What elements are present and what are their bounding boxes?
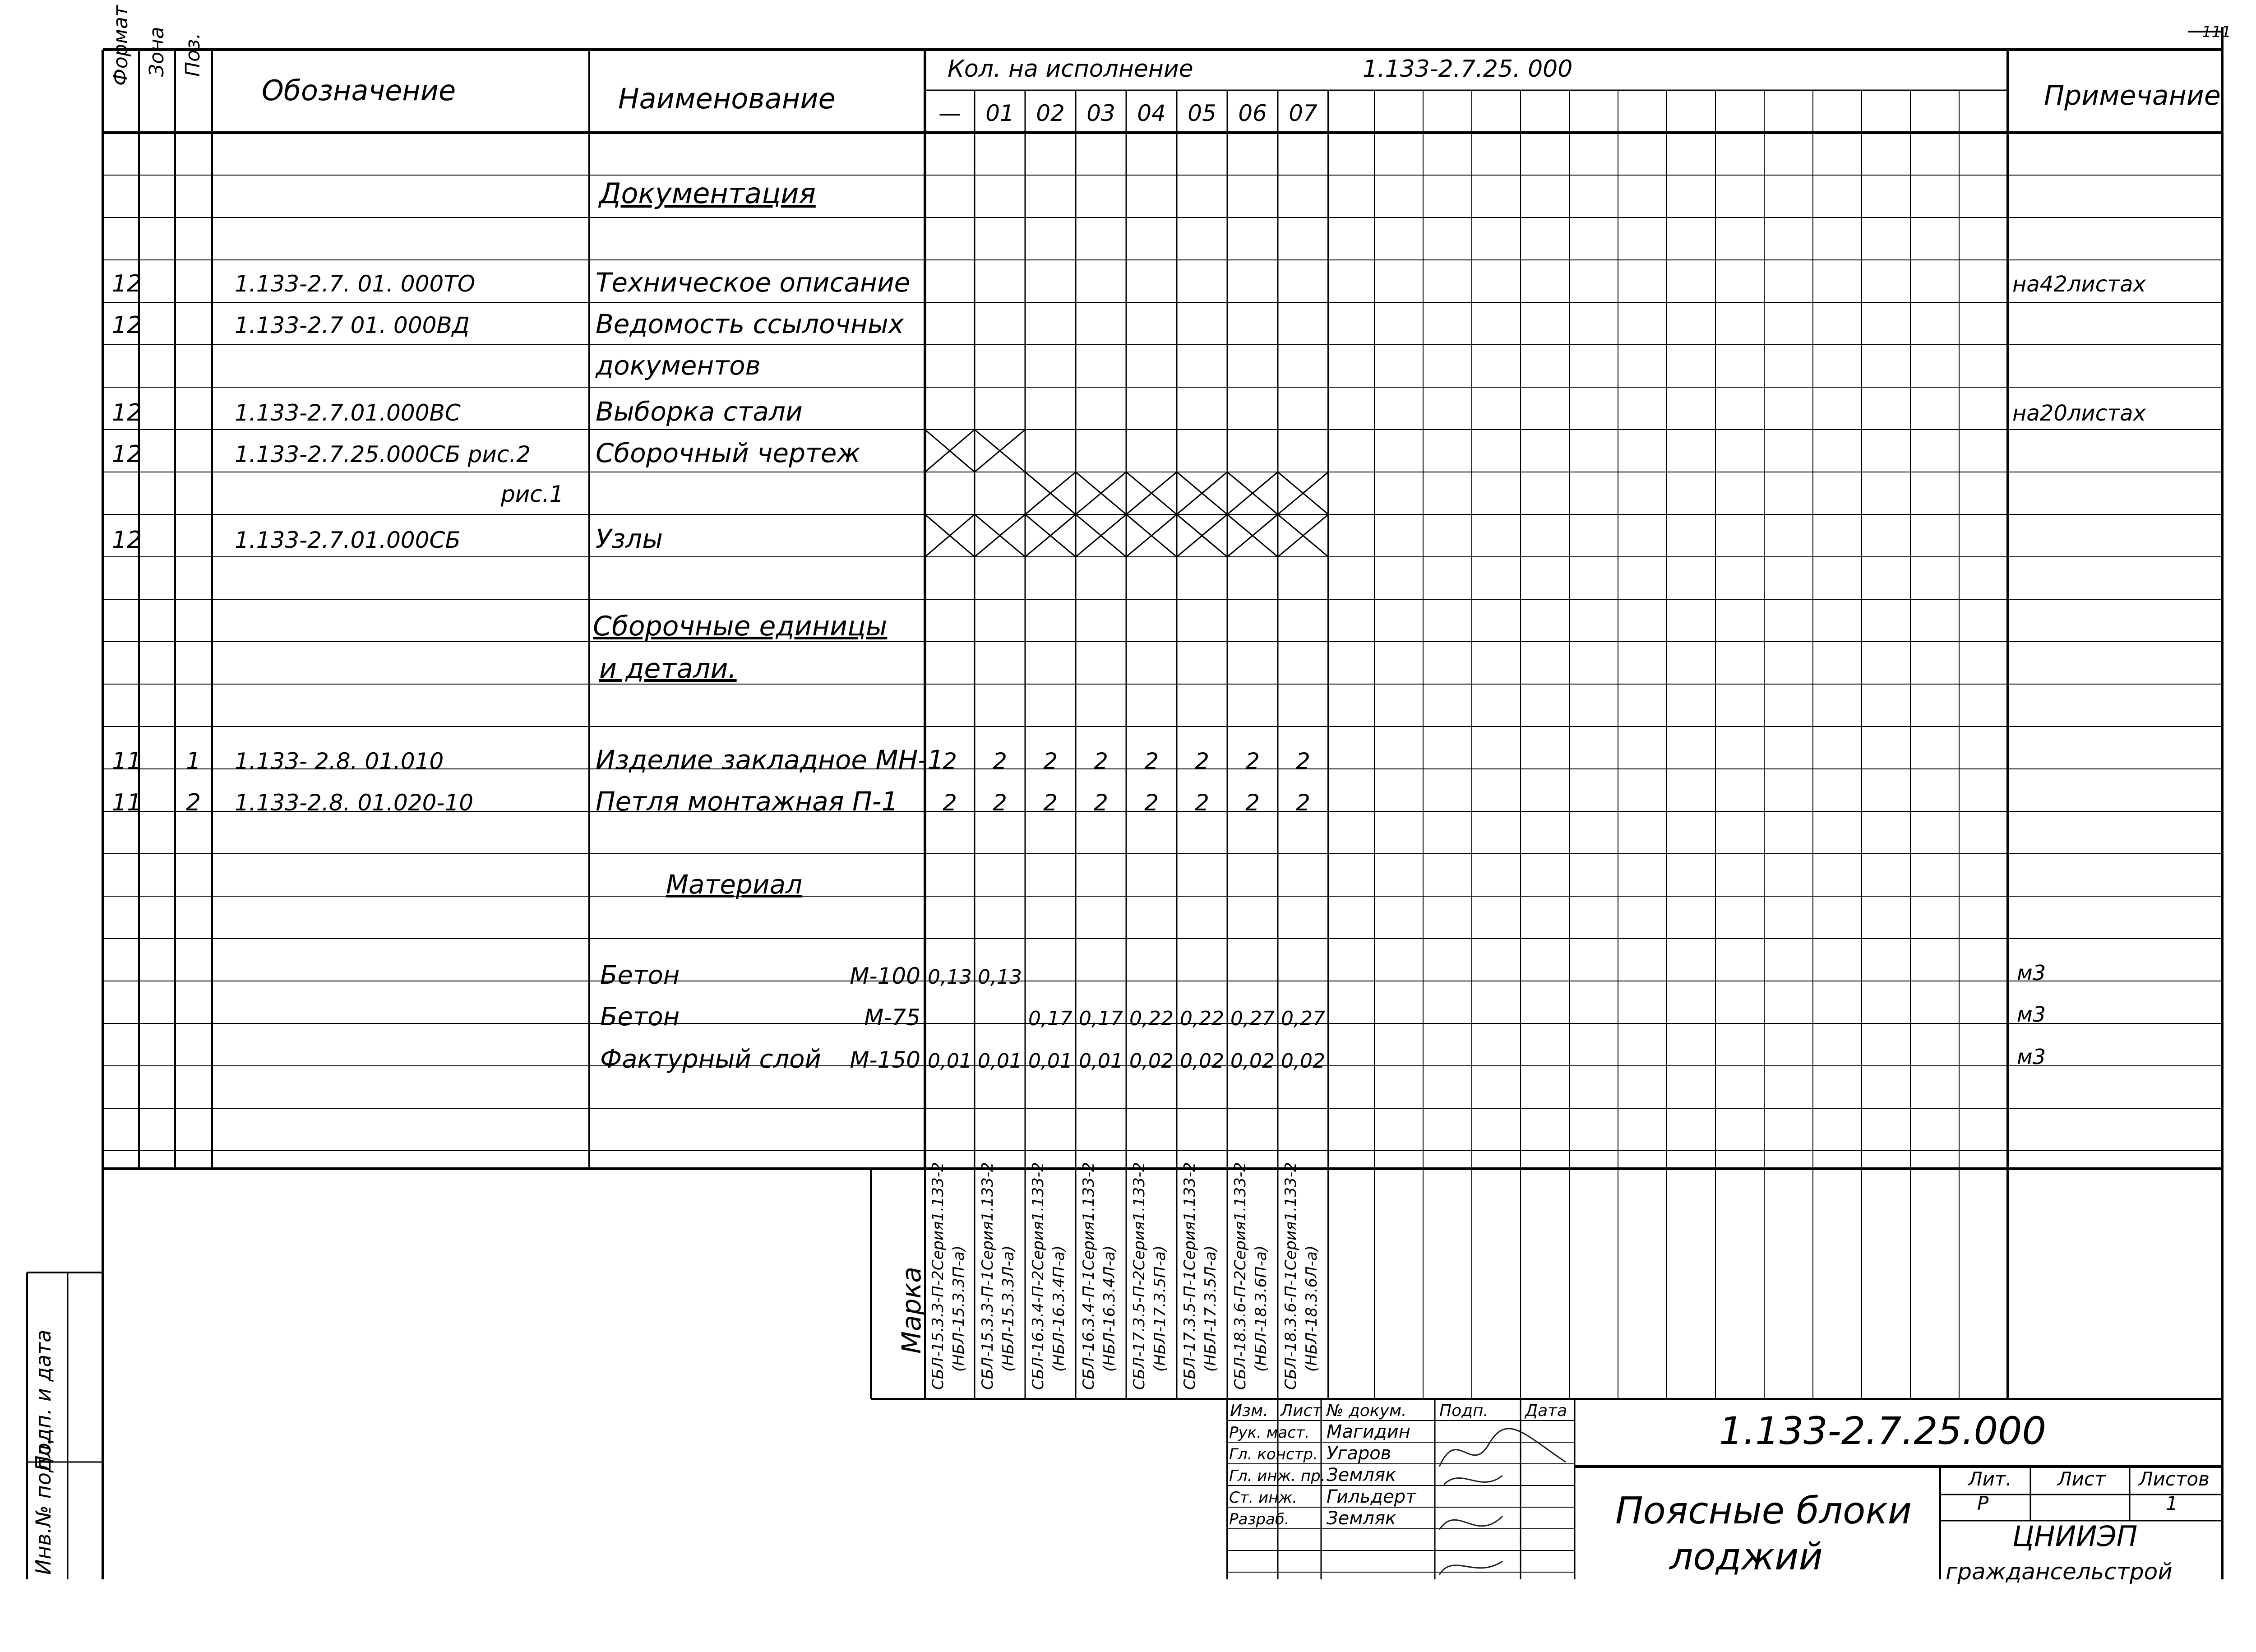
spec-rows [112, 267, 2146, 817]
execution-header: 02 [1036, 100, 1065, 126]
cell-qty: 2 [943, 748, 957, 774]
side-stamp-inv: Инв.№ подл. [31, 1438, 55, 1575]
header-designation: Обозначение [262, 74, 456, 107]
cell-qty: 2 [1043, 790, 1058, 816]
execution-header: 03 [1086, 100, 1115, 126]
execution-header: 04 [1137, 100, 1166, 126]
signer-role: Разраб. [1229, 1510, 1290, 1528]
cell-qty: 2 [1094, 790, 1108, 816]
cell-designation: 1.133-2.7 01. 000ВД [235, 312, 470, 338]
mark-code: СБЛ-15.3.3-П-2Серия1.133-2 [929, 1162, 947, 1390]
mark-code: СБЛ-18.3.6-П-2Серия1.133-2 [1231, 1162, 1249, 1390]
signer-role: Гл. констр. [1229, 1445, 1318, 1463]
material-qty: 0,02 [1129, 1050, 1174, 1073]
execution-header: — [938, 100, 961, 126]
side-stamp-sign: Подп. и дата [31, 1329, 55, 1471]
cell-qty: 2 [1043, 748, 1058, 774]
cell-qty: 2 [993, 790, 1007, 816]
execution-headers [938, 100, 1318, 126]
mark-alt-code: (НБЛ-18.3.6Л-а) [1303, 1245, 1321, 1372]
mark-code: СБЛ-17.3.5-П-2Серия1.133-2 [1130, 1162, 1148, 1390]
mark-code: СБЛ-18.3.6-П-1Серия1.133-2 [1282, 1162, 1300, 1390]
material-qty: 0,01 [928, 1050, 972, 1073]
cell-qty: 2 [993, 748, 1007, 774]
header-qty-label: Кол. на исполнение [948, 56, 1193, 83]
title-block-head-cell: Изм. [1230, 1402, 1268, 1420]
signer-name: Магидин [1327, 1421, 1410, 1442]
title-block-lit-label: Лит. [1968, 1468, 2012, 1490]
cell-note: на42листах [2012, 272, 2146, 297]
title-block-head-cell: Дата [1525, 1402, 1567, 1420]
header-zone: Зона [145, 27, 168, 77]
cell-name: Техническое описание [596, 267, 911, 298]
signer-name: Земляк [1327, 1508, 1396, 1529]
cell-name: Выборка стали [596, 396, 803, 427]
cell-designation: 1.133-2.7.01.000СБ [235, 527, 461, 553]
marks-label: Марка [896, 1267, 927, 1354]
material-qty: 0,17 [1028, 1007, 1073, 1030]
material-rows [600, 961, 2046, 1074]
cell-pos: 2 [186, 789, 201, 816]
title-block-sheet-label: Лист [2057, 1468, 2106, 1490]
cell-designation: 1.133- 2.8. 01.010 [235, 748, 444, 774]
title-block-head-cell: № докум. [1327, 1402, 1407, 1420]
cell-qty: 2 [943, 790, 957, 816]
title-block-lit-value: Р [1977, 1492, 1989, 1514]
mark-code: СБЛ-16.3.4-П-2Серия1.133-2 [1029, 1162, 1047, 1390]
header-note: Примечание [2044, 80, 2221, 111]
cell-designation: 1.133-2.7.25.000СБ рис.2 [235, 441, 531, 467]
cell-name: документов [596, 350, 761, 381]
cell-format: 12 [112, 270, 142, 297]
execution-header: 05 [1188, 100, 1216, 126]
title-block-signers [1229, 1421, 1417, 1529]
signer-name: Угаров [1327, 1443, 1392, 1464]
header-name: Наименование [618, 82, 836, 115]
mark-alt-code: (НБЛ-16.3.4Л-а) [1100, 1245, 1119, 1372]
title-block-sheets-label: Листов [2139, 1468, 2210, 1490]
title-block-head [1230, 1402, 1567, 1420]
mark-alt-code: (НБЛ-16.3.4П-а) [1050, 1245, 1068, 1372]
cell-note: на20листах [2012, 401, 2146, 426]
signature-scribble [1444, 1476, 1502, 1485]
signer-name: Гильдерт [1327, 1486, 1416, 1507]
signature-scribble [1439, 1561, 1502, 1575]
cell-name: Ведомость ссылочных [596, 309, 904, 339]
cell-designation: 1.133-2.7. 01. 000ТО [235, 271, 476, 297]
signature-scribble [1439, 1516, 1502, 1530]
cell-designation: рис.1 [501, 481, 564, 507]
material-name: Фактурный слой [600, 1045, 821, 1074]
material-qty: 0,17 [1079, 1007, 1123, 1030]
title-block-sheets-value: 1 [2166, 1492, 2178, 1514]
material-qty: 0,02 [1230, 1050, 1275, 1073]
signature-scribbles [1439, 1429, 1566, 1575]
material-name: Бетон [600, 961, 680, 990]
material-qty: 0,22 [1129, 1007, 1174, 1030]
material-unit: м3 [2017, 1045, 2046, 1069]
title-block-org-1: ЦНИИЭП [2012, 1520, 2138, 1553]
header-doc-code: 1.133-2.7.25. 000 [1363, 56, 1573, 83]
title-block-head-cell: Лист [1281, 1402, 1322, 1420]
material-qty: 0,27 [1281, 1007, 1325, 1030]
material-qty: 0,02 [1180, 1050, 1224, 1073]
material-qty: 0,01 [1079, 1050, 1123, 1073]
cell-name: Петля монтажная П-1 [596, 786, 898, 817]
material-qty: 0,27 [1230, 1007, 1275, 1030]
section-assembly-2: и детали. [599, 653, 737, 685]
cell-qty: 2 [1296, 790, 1310, 816]
signer-role: Рук. маст. [1229, 1424, 1310, 1442]
header-format: Формат [109, 5, 132, 86]
marks-list [929, 1162, 1321, 1390]
mark-alt-code: (НБЛ-18.3.6П-а) [1252, 1245, 1270, 1372]
cell-qty: 2 [1144, 748, 1159, 774]
title-block-code: 1.133-2.7.25.000 [1719, 1409, 2046, 1453]
cell-qty: 2 [1094, 748, 1108, 774]
material-qty: 0,01 [978, 1050, 1022, 1073]
material-qty: 0,01 [1028, 1050, 1073, 1073]
execution-header: 06 [1238, 100, 1267, 126]
cell-qty: 2 [1195, 790, 1209, 816]
title-block-head-cell: Подп. [1439, 1402, 1489, 1420]
cell-qty: 2 [1245, 790, 1260, 816]
mark-code: СБЛ-17.3.5-П-1Серия1.133-2 [1181, 1162, 1199, 1390]
material-grade: М-75 [864, 1004, 920, 1031]
execution-header: 07 [1289, 100, 1318, 126]
material-unit: м3 [2017, 961, 2046, 985]
signer-name: Земляк [1327, 1465, 1396, 1485]
mark-alt-code: (НБЛ-17.3.5П-а) [1151, 1245, 1169, 1372]
cell-qty: 2 [1245, 748, 1260, 774]
title-block-title-2: лоджий [1669, 1536, 1823, 1578]
header-pos: Поз. [181, 32, 204, 77]
cell-qty: 2 [1195, 748, 1209, 774]
title-block-title-1: Поясные блоки [1615, 1490, 1912, 1532]
cell-designation: 1.133-2.8. 01.020-10 [235, 790, 474, 816]
mark-code: СБЛ-15.3.3-П-1Серия1.133-2 [979, 1162, 997, 1390]
cell-name: Узлы [596, 523, 663, 554]
title-block-org-2: граждансельстрой [1946, 1559, 2173, 1585]
material-qty: 0,02 [1281, 1050, 1325, 1073]
material-grade: М-150 [850, 1047, 920, 1073]
material-qty: 0,22 [1180, 1007, 1224, 1030]
cell-format: 12 [112, 312, 142, 339]
cell-name: Сборочный чертеж [596, 438, 860, 468]
execution-header: 01 [985, 100, 1014, 126]
mark-alt-code: (НБЛ-15.3.3Л-а) [999, 1245, 1017, 1372]
signer-role: Ст. инж. [1229, 1489, 1297, 1507]
cell-format: 12 [112, 527, 142, 554]
material-grade: М-100 [850, 963, 920, 989]
material-qty: 0,13 [978, 966, 1022, 989]
cell-designation: 1.133-2.7.01.000ВС [235, 400, 461, 426]
signer-role: Гл. инж. пр. [1229, 1467, 1326, 1485]
mark-alt-code: (НБЛ-15.3.3П-а) [950, 1245, 968, 1372]
mark-code: СБЛ-16.3.4-П-1Серия1.133-2 [1080, 1162, 1098, 1390]
material-name: Бетон [600, 1002, 680, 1032]
corner-mark: 111 [2202, 23, 2231, 41]
material-unit: м3 [2017, 1002, 2046, 1027]
section-material: Материал [666, 869, 803, 900]
section-assembly-1: Сборочные единицы [593, 611, 888, 642]
signature-scribble [1439, 1429, 1566, 1467]
cell-pos: 1 [186, 748, 201, 775]
cell-format: 12 [112, 399, 142, 426]
mark-alt-code: (НБЛ-17.3.5Л-а) [1202, 1245, 1220, 1372]
cell-qty: 2 [1296, 748, 1310, 774]
section-documentation: Документация [599, 177, 816, 210]
cell-format: 11 [112, 748, 142, 775]
cell-format: 12 [112, 441, 142, 468]
cell-qty: 2 [1144, 790, 1159, 816]
cell-format: 11 [112, 789, 142, 816]
cell-name: Изделие закладное МН-1 [596, 745, 944, 775]
material-qty: 0,13 [928, 966, 972, 989]
